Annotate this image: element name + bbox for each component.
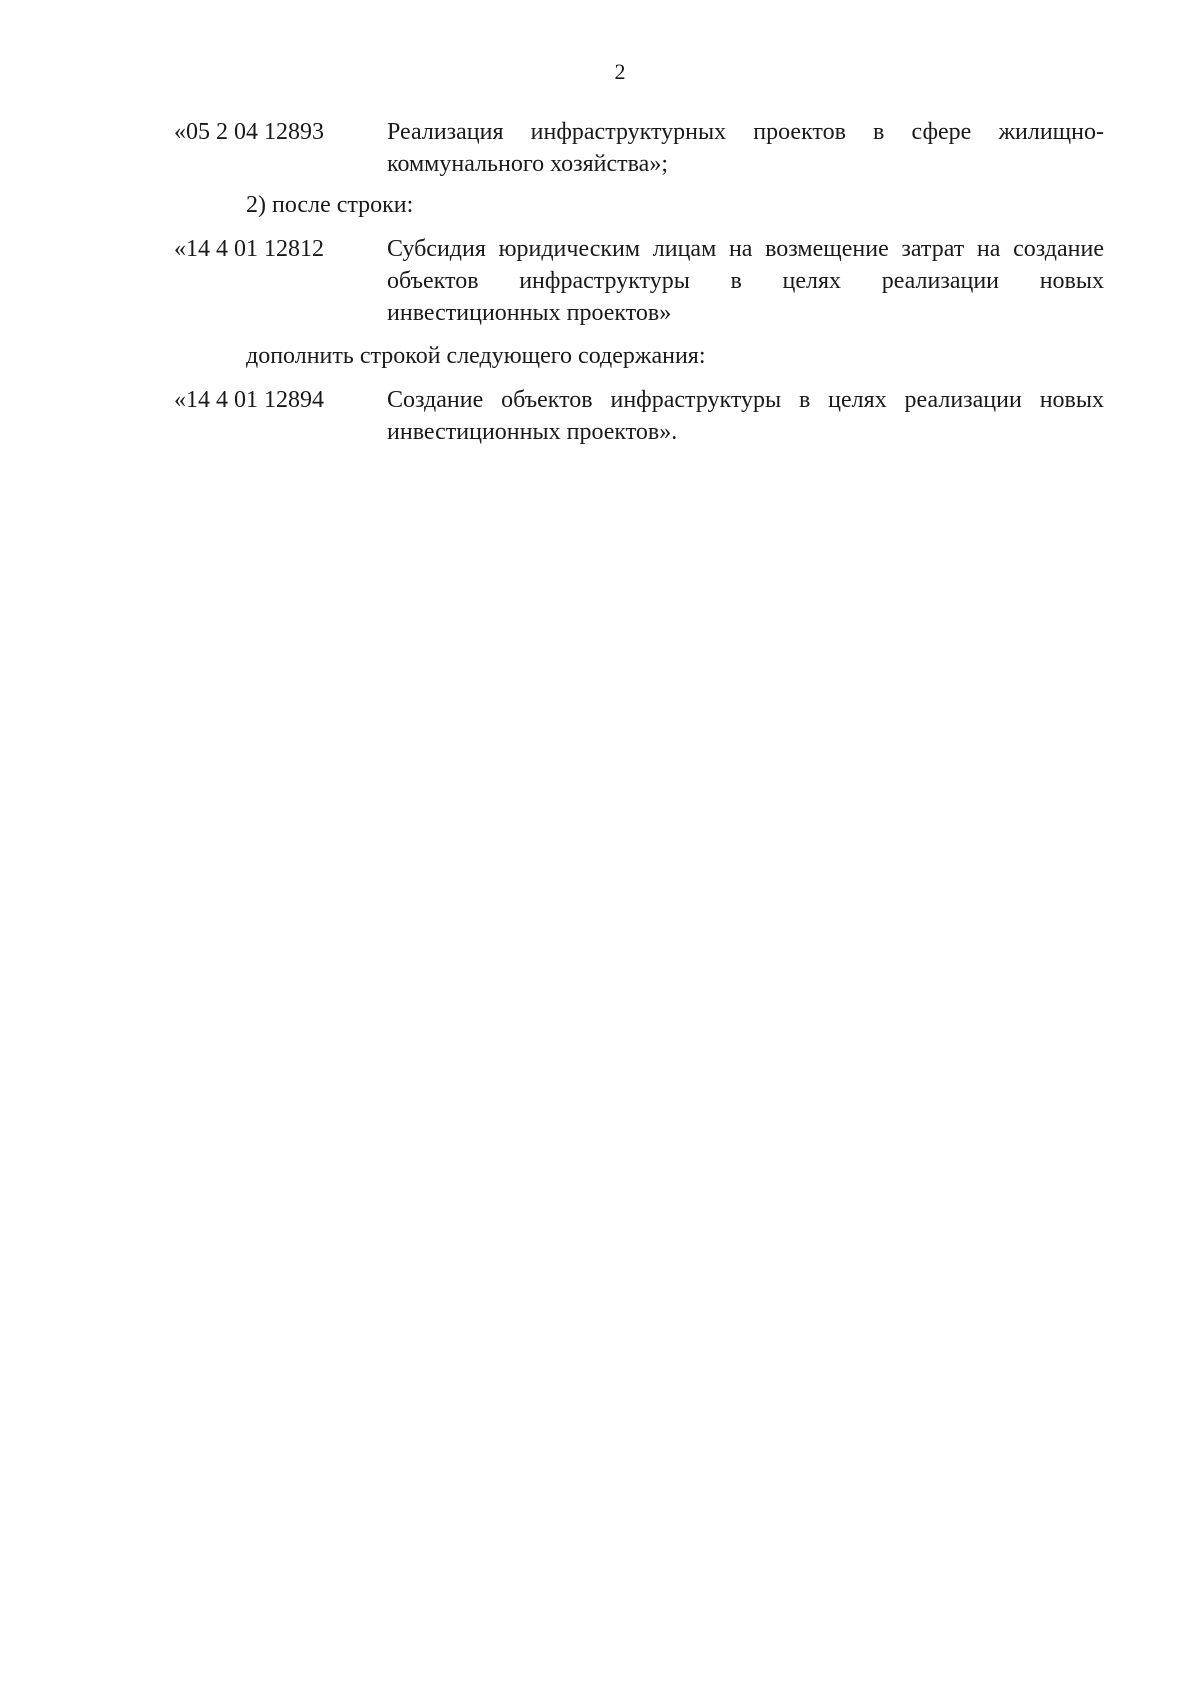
budget-code-description: Реализация инфраструктурных проектов в сфере жилищно-коммунального хозяйства»; [387,119,1104,177]
budget-code: «14 4 01 12894 [174,387,324,413]
page-number: 2 [614,59,626,84]
budget-code-description: Создание объектов инфраструктуры в целях реализации новых инвестиционных проектов». [387,387,1104,445]
instruction-after-line: 2) после строки: [246,192,414,218]
budget-code: «14 4 01 12812 [174,236,324,262]
budget-code-description: Субсидия юридическим лицам на возмещение затрат на создание объектов инфраструктуры в целях реализации новых инвестиционных проектов» [387,236,1104,326]
budget-code: «05 2 04 12893 [174,119,324,145]
instruction-add-line: дополнить строкой следующего содержания: [246,343,706,369]
